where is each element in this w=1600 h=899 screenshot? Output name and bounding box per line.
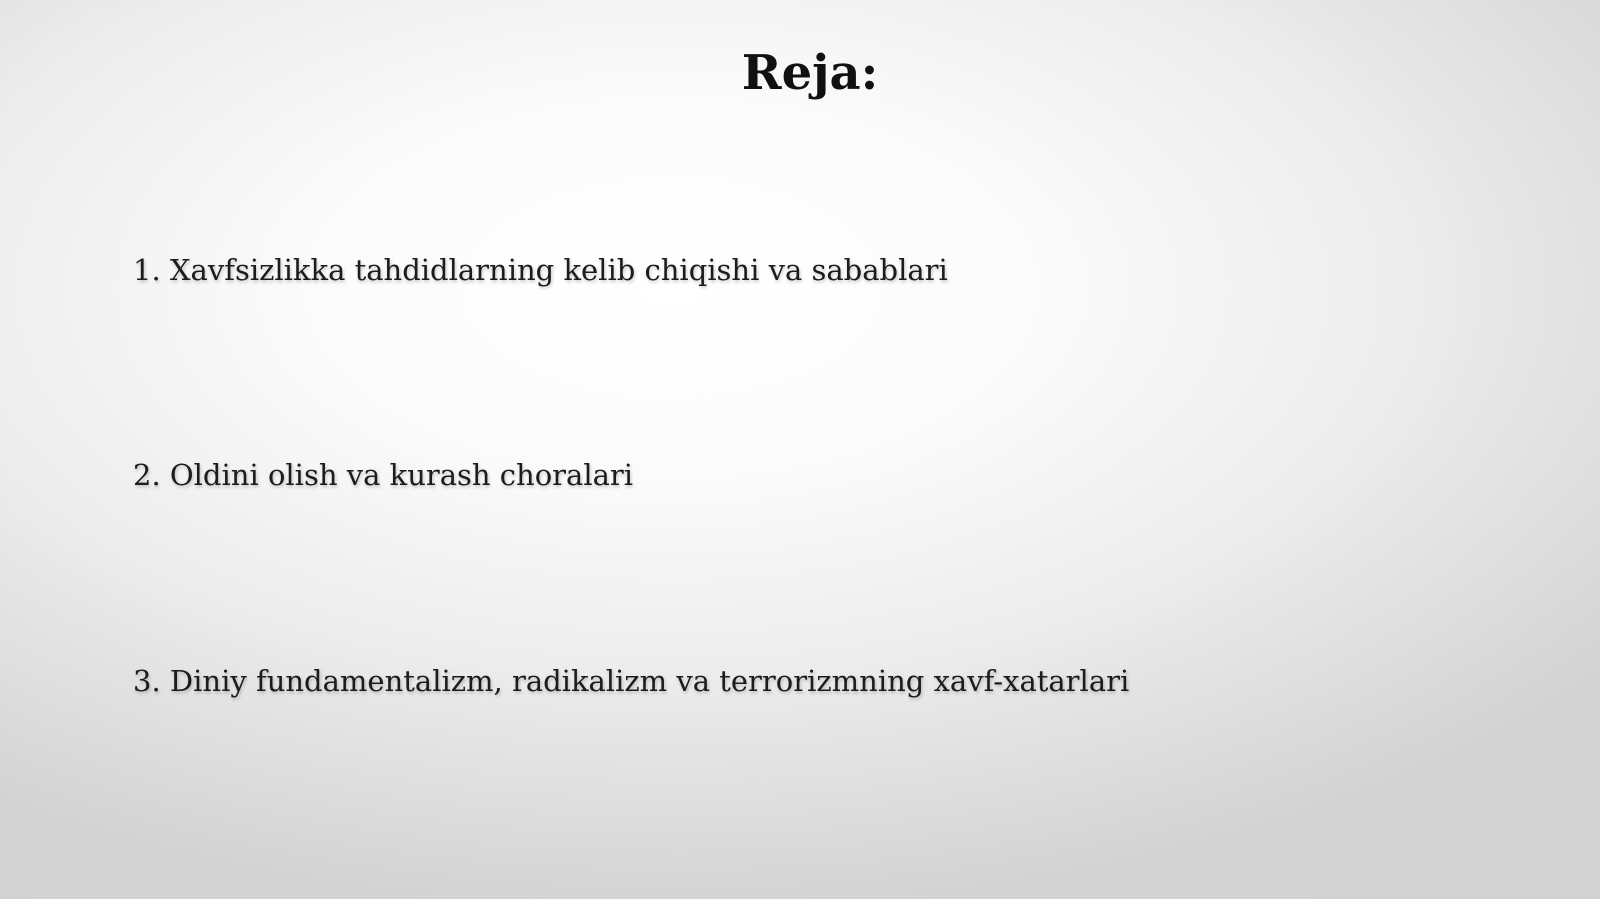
plan-item-1: 1. Xavfsizlikka tahdidlarning kelib chiqishi va sabablari — [133, 253, 948, 287]
slide-title: Reja: — [741, 45, 879, 101]
plan-item-2: 2. Oldini olish va kurash choralari — [133, 458, 634, 492]
plan-item-3: 3. Diniy fundamentalizm, radikalizm va terrorizmning xavf-xatarlari — [133, 664, 1130, 698]
